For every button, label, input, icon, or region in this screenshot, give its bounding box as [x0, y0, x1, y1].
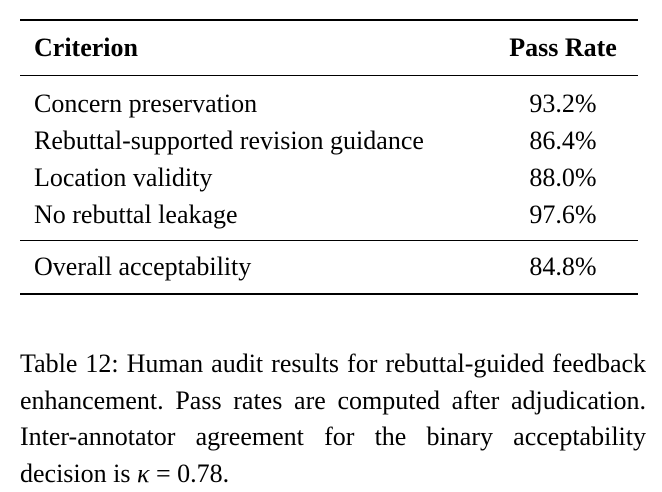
caption-label: Table 12: [20, 349, 119, 378]
table-header-row [20, 20, 638, 76]
caption-end: . [222, 458, 230, 488]
criterion-cell: Location validity [34, 163, 213, 192]
caption-equals: = [149, 458, 178, 488]
overall-row [20, 241, 638, 295]
caption-text: Human audit results for rebuttal-guided feedback enhancement. Pass rates are computed after adjudication. Inter-annotator agreement for the binary acceptability decision is [20, 349, 647, 488]
criterion-cell: No rebuttal leakage [34, 200, 238, 229]
table-row [20, 196, 638, 241]
human-audit-table [20, 19, 638, 295]
criterion-cell: Concern preservation [34, 89, 258, 118]
table-row [20, 122, 638, 159]
table-row [20, 76, 638, 123]
overall-pass-rate-cell: 84.8% [529, 252, 597, 281]
kappa-symbol: κ [137, 458, 150, 488]
header-criterion: Criterion [34, 33, 138, 62]
pass-rate-cell: 93.2% [529, 89, 597, 118]
header-pass-rate: Pass Rate [509, 33, 617, 62]
table-caption [20, 346, 646, 492]
table-row [20, 159, 638, 196]
overall-criterion-cell: Overall acceptability [34, 252, 252, 281]
pass-rate-cell: 88.0% [529, 163, 597, 192]
kappa-value: 0.78 [177, 458, 223, 488]
criterion-cell: Rebuttal-supported revision guidance [34, 126, 424, 155]
pass-rate-cell: 86.4% [529, 126, 597, 155]
pass-rate-cell: 97.6% [529, 200, 597, 229]
results-table-container [20, 19, 638, 295]
